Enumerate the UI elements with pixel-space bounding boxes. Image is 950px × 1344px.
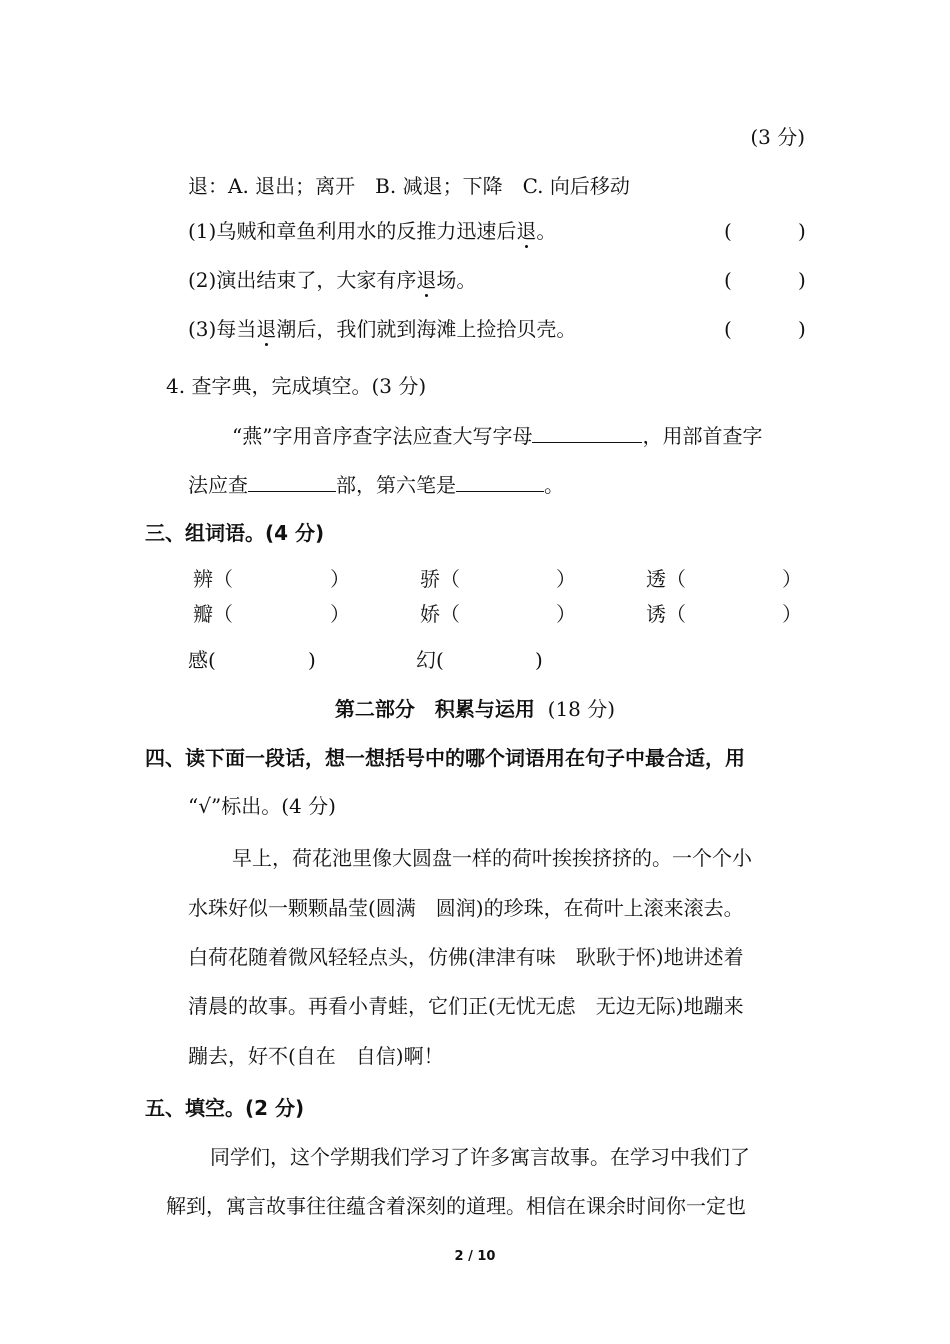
- word-char-5: 娇（: [420, 602, 460, 626]
- question-4-line-2: [188, 471, 564, 498]
- meaning-options: 退：A. 退出；离开 B. 减退；下降 C. 向后移动: [188, 174, 630, 198]
- word-paren-close: ): [308, 648, 316, 672]
- answer-paren-close: ): [798, 219, 806, 243]
- part-2-heading: [0, 696, 950, 722]
- fill-text: 部，第六笔是: [336, 473, 456, 497]
- word-paren-close: ）: [782, 602, 802, 626]
- section-3-title: 三、组词语。(4 分): [145, 521, 325, 545]
- fill-blank-letter[interactable]: [532, 422, 642, 443]
- question-4-title: 4. 查字典，完成填空。(3 分): [166, 374, 427, 398]
- fill-text: “燕”字用音序查字法应查大写字母: [232, 424, 533, 448]
- word-paren-close: ）: [330, 602, 350, 626]
- fill-blank-stroke[interactable]: [456, 471, 544, 492]
- emphasis-char: 退: [416, 268, 437, 292]
- answer-paren-close: ): [798, 268, 806, 292]
- emphasis-char: 退: [256, 317, 277, 341]
- passage-line: 白荷花随着微风轻轻点头，仿佛(津津有味 耿耿于怀)地讲述着: [188, 945, 744, 969]
- word-char-7: 感(: [188, 648, 216, 672]
- question-item-2: [188, 267, 476, 293]
- section-4-title: 四、读下面一段话，想一想括号中的哪个词语用在句子中最合适，用: [145, 746, 745, 770]
- word-char-6: 诱（: [646, 602, 686, 626]
- passage-line: 清晨的故事。再看小青蛙，它们正(无忧无虑 无边无际)地蹦来: [188, 994, 744, 1018]
- passage-line: 水珠好似一颗颗晶莹(圆满 圆润)的珍珠，在荷叶上滚来滚去。: [188, 896, 744, 920]
- part-2-title: 第二部分 积累与运用: [334, 697, 535, 721]
- passage-line: 早上，荷花池里像大圆盘一样的荷叶挨挨挤挤的。一个个小: [232, 846, 752, 870]
- word-paren-close: ）: [556, 602, 576, 626]
- answer-paren-open: (: [724, 317, 732, 341]
- section-5-title: 五、填空。(2 分): [145, 1096, 305, 1120]
- fill-blank-radical[interactable]: [248, 471, 336, 492]
- item-text-before: (3)每当: [188, 317, 257, 341]
- answer-paren-close: ): [798, 317, 806, 341]
- word-paren-close: ）: [782, 567, 802, 591]
- word-paren-close: ）: [556, 567, 576, 591]
- item-text-before: (2)演出结束了，大家有序: [188, 268, 417, 292]
- item-text-after: 。: [536, 219, 557, 243]
- passage-line: 同学们，这个学期我们学习了许多寓言故事。在学习中我们了: [210, 1145, 750, 1169]
- word-char-8: 幻(: [416, 648, 444, 672]
- word-char-2: 骄（: [420, 567, 460, 591]
- answer-paren-open: (: [724, 219, 732, 243]
- word-char-3: 透（: [646, 567, 686, 591]
- question-4-line-1: [232, 422, 762, 449]
- item-text-before: (1)乌贼和章鱼利用水的反推力迅速后: [188, 219, 517, 243]
- question-item-3: [188, 316, 576, 342]
- fill-text: 。: [544, 473, 564, 497]
- emphasis-char: 退: [516, 219, 537, 243]
- answer-paren-open: (: [724, 268, 732, 292]
- word-char-4: 瓣（: [193, 602, 233, 626]
- fill-text: 法应查: [188, 473, 248, 497]
- fill-text: ，用部首查字: [642, 424, 763, 448]
- passage-line: 蹦去，好不(自在 自信)啊！: [188, 1044, 444, 1068]
- item-text-after: 场。: [436, 268, 477, 292]
- item-text-after: 潮后，我们就到海滩上捡拾贝壳。: [276, 317, 577, 341]
- passage-line: 解到，寓言故事往往蕴含着深刻的道理。相信在课余时间你一定也: [166, 1194, 746, 1218]
- part-2-score: (18 分): [547, 697, 616, 721]
- word-paren-close: ): [535, 648, 543, 672]
- page-number: 2 / 10: [454, 1249, 496, 1264]
- question-item-1: [188, 218, 556, 244]
- section-4-title-cont: “√”标出。(4 分): [188, 794, 336, 818]
- word-paren-close: ）: [330, 567, 350, 591]
- word-char-1: 辨（: [193, 567, 233, 591]
- score-label: (3 分): [750, 125, 805, 149]
